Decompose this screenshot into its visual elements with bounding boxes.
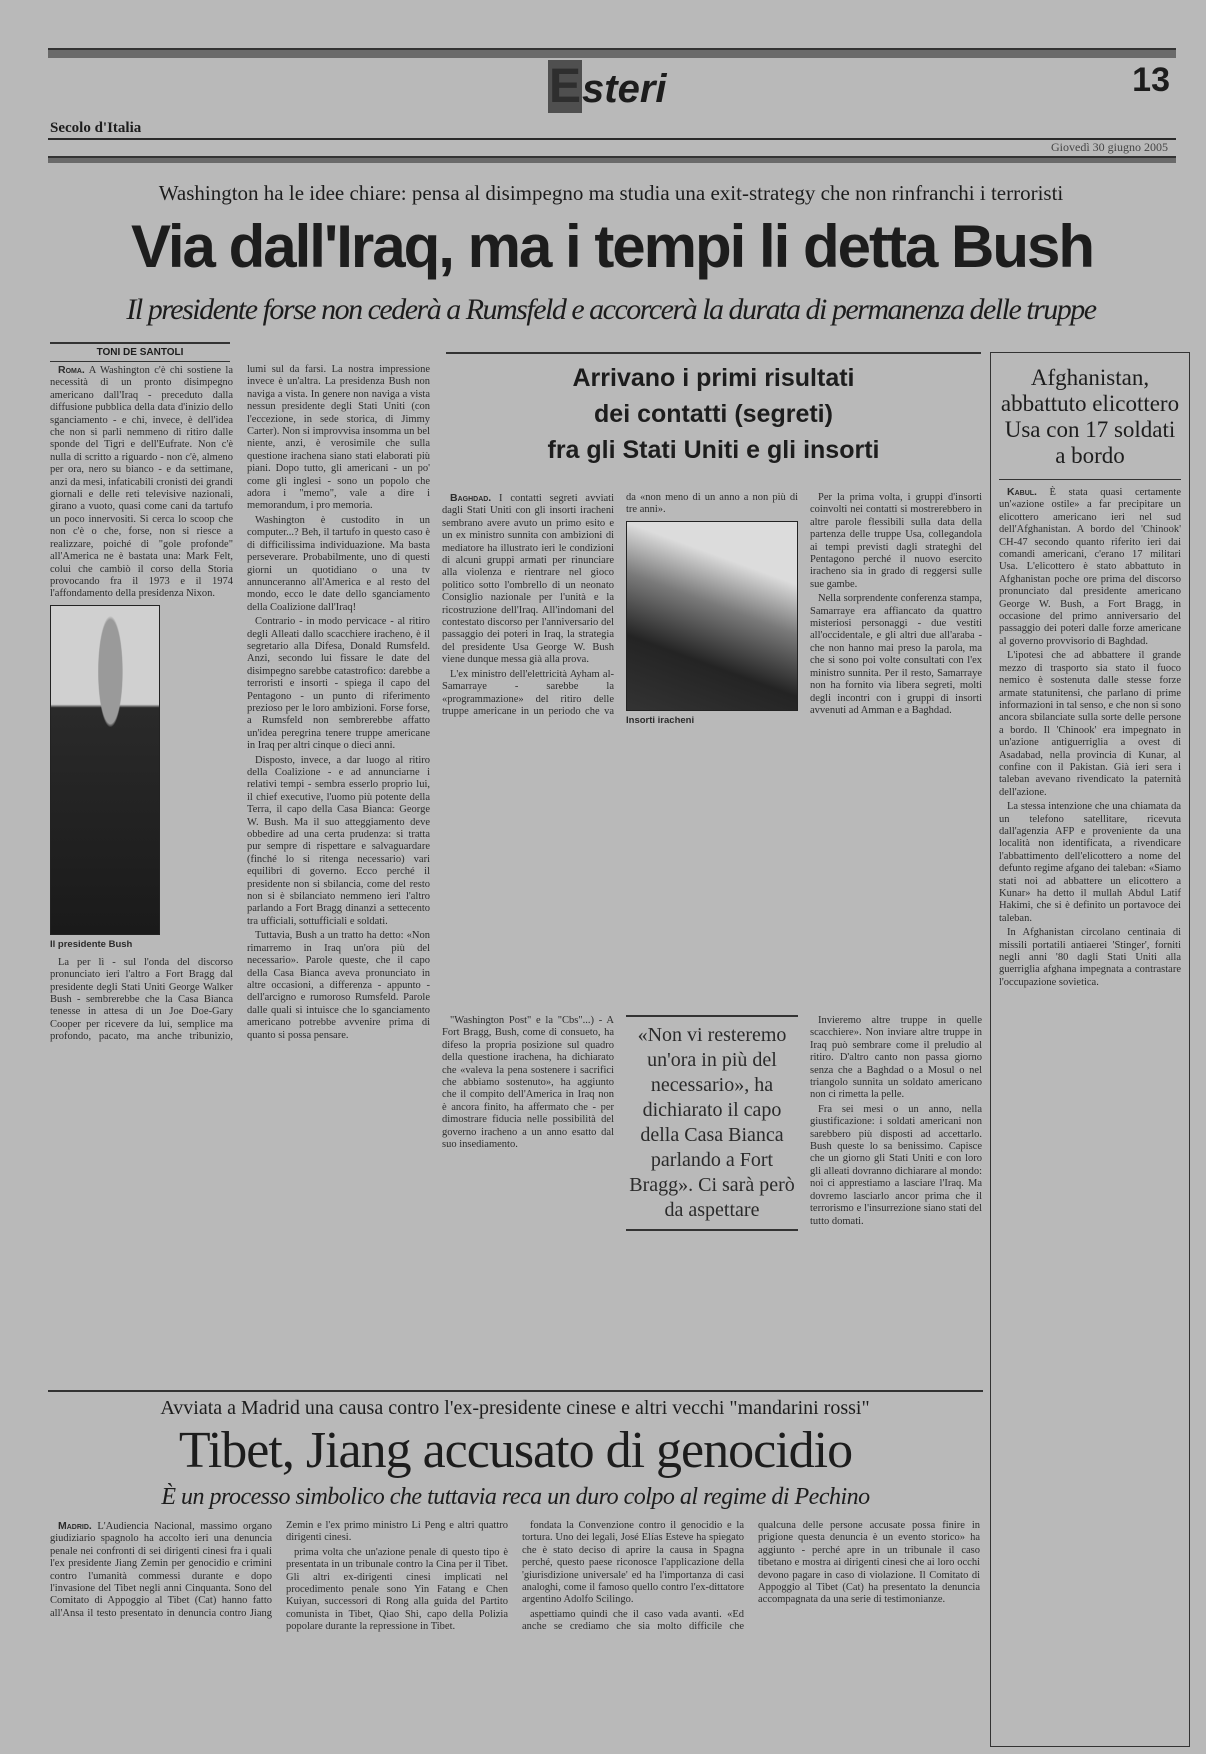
- bush-photo-caption: Il presidente Bush: [50, 938, 133, 950]
- paragraph: La per lì - sul l'onda del discorso pronunciato ieri l'altro a Fort Bragg dal presidente degli Stati Uniti George Walker Bush - sembrerebbe che la Casa Bianca tenesse in attesa di un Joe Doe-Gary Cooper per ricevere da lui, semplice ma profondo, pacato, ma anche tribunizio, lumi sul da farsi. La nostra impressione invece è un'altra. La presidenza Bush non naviga a vista. In genere non naviga a vista nessun presidente degli Stati Uniti (con l'eccezione, in sede storica, di Jimmy Carter). Non si improvvisa insomma un bel niente, anzi, è verosimile che sulla questione irachena siano stati elaborati più piani. Dopo tutto, gli americani - un po' come gli inglesi - sono un popolo che adora i "memo", vale a dire i memorandum, i pro memoria.: [50, 364, 430, 1043]
- masthead-rule: [48, 138, 1176, 140]
- side-article-headline: Afghanistan, abbattuto elicottero Usa con 17 soldati a bordo: [999, 359, 1181, 480]
- top-rule: [48, 48, 1176, 58]
- pull-quote: «Non vi resteremo un'ora in più del necessario», ha dichiarato il capo della Casa Bianca parlando a Fort Bragg». Ci sarà però da aspettare: [626, 1015, 798, 1231]
- main-article-body: [50, 364, 430, 1044]
- section-title: Esteri: [549, 60, 667, 113]
- paragraph: Fra sei mesi o un anno, nella giustificazione: i soldati americani non sarebbero più disposti ad accettarlo. Bush queste lo sa benissimo. Capisce che un giorno gli Stati Uniti e con loro gli alleati dovranno dichiarare al mondo: noi ci apprestiamo a lasciare l'Iraq. Ma dovremo lasciarlo ancor prima che il terrorismo e l'insurrezione siano stati del tutto domati.: [810, 1103, 982, 1227]
- paragraph: La stessa intenzione che una chiamata da un telefono satellitare, ricevuta dall'agenzia AFP e proveniente da una località non identificata, a rivendicare l'abbattimento dell'elicottero a nome del defunto regime afgano dei taleban: «Siamo stati noi ad abbattere un elicottero a Kunar» ha detto il mullah Abdul Latif Hakimi, che si è definito un portavoce dei taleban.: [999, 801, 1181, 924]
- paper-name: Secolo d'Italia: [50, 120, 142, 136]
- byline: TONI DE SANTOLI: [50, 342, 230, 362]
- tibet-headline: Tibet, Jiang accusato di genocidio: [178, 1422, 853, 1479]
- box-article-continuation: [442, 1015, 982, 1231]
- tibet-subtitle: È un processo simbolico che tuttavia reca un duro colpo al regime di Pechino: [161, 1484, 870, 1510]
- headline-line: fra gli Stati Uniti e gli insorti: [547, 436, 880, 464]
- section-header: [548, 62, 667, 118]
- dateline: Madrid.: [58, 1520, 92, 1532]
- dateline: Roma.: [58, 364, 85, 376]
- paragraph: Washington è custodito in un computer...? Beh, il tartufo in questo caso è di difficilissima individuazione. Ma basta perseverare. Probabilmente, uno di questi giorni un quotidiano o una tv annunceranno all'America e al resto del mondo, ecco le date dello sganciamento della Coalizione dall'Iraq!: [247, 514, 430, 613]
- headline-line: dei contatti (segreti): [594, 400, 833, 428]
- main-headline: Via dall'Iraq, ma i tempi li detta Bush: [130, 213, 1094, 280]
- side-article: [990, 352, 1190, 1747]
- paragraph: Contrario - in modo pervicace - al ritiro degli Alleati dallo scacchiere iracheno, è il segretario alla Difesa, Donald Rumsfeld. Anzi, secondo lui fissare le date del disimpegno sarebbe catastrofico: darebbe a terroristi e insorti - spiega il capo del Pentagono - un punto di riferimento prezioso per le loro ambizioni. Forse forse, a Rumsfeld non sembrerebbe affatto un'idea peregrina tenere truppe americane in Iraq per altri cinque o dieci anni.: [247, 616, 430, 752]
- insurgents-photo-frame: [626, 521, 798, 727]
- box-article-headline: [446, 352, 981, 482]
- tibet-body: [50, 1520, 980, 1634]
- paragraph: L'ipotesi che ad abbattere il grande mezzo di trasporto sia stato il fuoco nemico è sostenuta dalle stesse forze armate statunitensi, che parlano di prime informazioni in tal senso, e che non si sono ancora sbilanciate sulla sorte delle persone a bordo. Il 'Chinook' era impegnato in un'azione antiguerriglia a ovest di Asadabad, nella provincia di Kunar, al confine con il Pakistan. Già ieri sera i taleban avevano rivendicato la paternità dell'azione.: [999, 650, 1181, 798]
- paragraph: aspettiamo quindi che il caso vada avanti. «Ed anche se crediamo che sia molto difficile che qualcuna delle persone accusate possa finire in prigione questa denuncia è un evento storico» ha aggiunto - perché apre in un tribunale il caso tibetano e mostra ai dirigenti cinesi che ai loro occhi devono pagare in caso di violazione. Il Comitato di Appoggio al Tibet (Cat) ha presentato la denuncia accompagnata da una serie di testimonianze.: [522, 1520, 980, 1633]
- dateline: Baghdad.: [450, 492, 492, 504]
- paragraph: Per la prima volta, i gruppi d'insorti coinvolti nei contatti si mostrerebbero in altre parole flessibili sulla data della partenza delle truppe Usa, collegandola ai tempi previsti dagli strateghi del Pentagono perché il nuovo esercito iracheno sia in grado di reggersi sulle sue gambe.: [810, 492, 982, 590]
- paragraph: Invieremo altre truppe in quelle scacchiere». Non inviare altre truppe in Iraq può sembrare come il preludio al ritiro. D'altro canto non passa giorno senza che a Baghdad o a Mosul o nel triangolo sunnita un soldato americano non ci rimetta la pelle.: [810, 1015, 982, 1101]
- paragraph: fondata la Convenzione contro il genocidio e la tortura. Uno dei legali, José Elías Esteve ha spiegato che è stato deciso di aprire la causa in Spagna perché, questo paese riconosce l'applicazione della 'giurisdizione universale' ed ha l'importanza di casi analoghi, come il famoso quello contro l'ex-dittatore argentino Adolfo Scilingo.: [522, 1520, 744, 1606]
- paragraph: L'Audiencia Nacional, massimo organo giudiziario spagnolo ha accolto ieri una denuncia penale nei confronti di sei dirigenti cinesi fra i quali l'ex presidente Jiang Zemin per genocidio e crimini contro l'umanità commessi durante e dopo l'invasione del Tibet negli anni Cinquanta. Sono del Comitato di Appoggio al Tibet (Cat) hanno fatto all'Ansa il testo presentato in denuncia contro Jiang Zemin e l'ex primo ministro Li Peng e altri quattro dirigenti cinesi.: [50, 1520, 508, 1619]
- bush-photo-frame: [50, 605, 233, 951]
- paragraph: Tuttavia, Bush a un tratto ha detto: «Non rimarremo in Iraq un'ora più del necessario». Parole queste, che il capo della Casa Bianca aveva pronunciato in altre occasioni, a differenza - appunto - dell'arcigno e rumoroso Rumsfeld. Parole dalle quali si intuisce che lo sganciamento americano potrebbe avvenire prima di quanto si possa pensare.: [247, 930, 430, 1041]
- insurgents-photo-caption: Insorti iracheni: [626, 714, 695, 726]
- tibet-divider: [48, 1390, 983, 1392]
- paragraph: L'ex ministro dell'elettricità Ayham al-Samarraye - sarebbe la «programmazione» del ritiro delle truppe americane in un periodo che va da «non meno di un anno a non più di tre anni».: [442, 492, 798, 717]
- box-article-body: [442, 492, 982, 727]
- side-article-body: [999, 486, 1181, 989]
- paragraph: "Washington Post" e la "Cbs"...) - A Fort Bragg, Bush, come di consueto, ha difeso la propria posizione sul quadro della questione irachena, ha dichiarato che «valeva la pena sostenere i sacrifici che abbiamo sostenuto», ha aggiunto che il compito dell'America in Iraq non è ancora finito, ha affermato che - per dimostrare fiducia nelle possibilità del governo iracheno a un anno esatto dal suo insediamento.: [442, 1015, 614, 1151]
- page-number: 13: [1132, 61, 1170, 99]
- bush-photo: [50, 605, 160, 935]
- tibet-kicker: Avviata a Madrid una causa contro l'ex-presidente cinese e altri vecchi "mandarini rossi": [160, 1397, 870, 1419]
- headline-line: Arrivano i primi risultati: [572, 364, 855, 392]
- main-subtitle: Il presidente forse non cederà a Rumsfeld e accorcerà la durata di permanenza delle truppe: [126, 293, 1096, 326]
- paragraph: In Afghanistan circolano centinaia di missili portatili antiaerei 'Stinger', forniti negli anni '80 dagli Stati Uniti alla guerriglia afghana impegnata a contrastare l'occupazione sovietica.: [999, 927, 1181, 988]
- paragraph: A Washington c'è chi sostiene la necessità di un pronto disimpegno americano dall'Iraq - preceduto dalla diffusione pubblica della data d'inizio dello sganciamento - e chi, invece, è dell'idea che non si parli nemmeno di ritiro dalle sponde del Tigri e dell'Eufrate. Non c'è nulla di scritto a riguardo - non c'è, almeno per ora, nero su bianco - e da settimane, anzi da mesi, infaticabili cronisti dei grandi giornali e delle reti televisive nazionali, girano a vuoto, quasi come cani da tartufo un poco innervositi. Si cerca lo scoop che non c'è o che, forse, non si riesce a realizzare, poiché di "gole profonde" all'America ne è bastata una: Mark Felt, colui che cambiò il corso della Storia provocando fra il 1973 e il 1974 l'affondamento della presidenza Nixon.: [50, 365, 233, 600]
- paragraph: Disposto, invece, a dar luogo al ritiro della Coalizione - e ad annunciarne i relativi tempi - sembra esserlo proprio lui, il chief executive, l'uomo più potente della Terra, il capo della Casa Bianca: George W. Bush. Ma il suo atteggiamento deve obbedire ad una certa prudenza: si tratta pur sempre di rispettare e salvaguardare (finché lo si ritenga necessario) vari equilibri di governo. Ecco perché il presidente non si sbilancia, come del resto non si è sbilanciato nemmeno ieri l'altro parlando a Fort Bragg dinanzi a settecento tra ufficiali, sottufficiali e soldati.: [247, 754, 430, 927]
- insurgents-photo: [626, 521, 798, 711]
- main-kicker: Washington ha le idee chiare: pensa al disimpegno ma studia una exit-strategy che non rinfranchi i terroristi: [158, 181, 1064, 205]
- paragraph: I contatti segreti avviati dagli Stati Uniti con gli insorti iracheni sembrano avere avuto un primo esito e un ex ministro sunnita con ambizioni di mediatore ha illustrato ieri le condizioni di alcuni gruppi armati per rinunciare alla violenza e rientrare nel gioco politico sotto l'ombrello di un neonato Consiglio nazionale per l'unità e la ricostruzione dell'Iraq. All'indomani del contestato discorso per l'anniversario del passaggio dei poteri in Iraq, la strategia del presidente Usa George W. Bush viene dunque messa già alla prova.: [442, 493, 615, 666]
- dateline: Kabul.: [1007, 486, 1037, 498]
- paragraph: Nella sorprendente conferenza stampa, Samarraye era affiancato da quattro misteriosi personaggi - due vestiti all'occidentale, e gli altri due all'araba - che non hanno mai preso la parola, ma che si sono poi volte consultati con l'ex ministro sunnita. Per il resto, Samarraye non ha fornito via libera segreti, molti degli incontri con i gruppi di insorti avvenuti ad Amman e a Baghdad.: [810, 593, 982, 716]
- masthead-bottom-rule: [48, 156, 1176, 163]
- issue-date: Giovedì 30 giugno 2005: [1051, 140, 1168, 154]
- paragraph: prima volta che un'azione penale di questo tipo è presentata in un tribunale contro la Cina per il Tibet. Gli altri ex-dirigenti cinesi implicati nel procedimento penale sono Yin Fatang e Chen Kuiyan, successori di Rong alla guida del Partito comunista in Tibet, Qiao Shi, capo della Polizia popolare durante la repressione in Tibet.: [286, 1546, 508, 1633]
- paragraph: È stata quasi certamente un'«azione ostile» a far precipitare un elicottero americano ieri nel sud dell'Afghanistan. A bordo del 'Chinook' CH-47 secondo quanto riferito ieri dai comandi americani, c'erano 17 militari Usa. L'elicottero è stato abbattuto in Afghanistan poche ore prima del discorso pronunciato dal presidente americano George W. Bush, a Fort Bragg, in occasione del primo anniversario del passaggio dei poteri dalle forze americane al governo provvisorio di Baghdad.: [999, 487, 1181, 647]
